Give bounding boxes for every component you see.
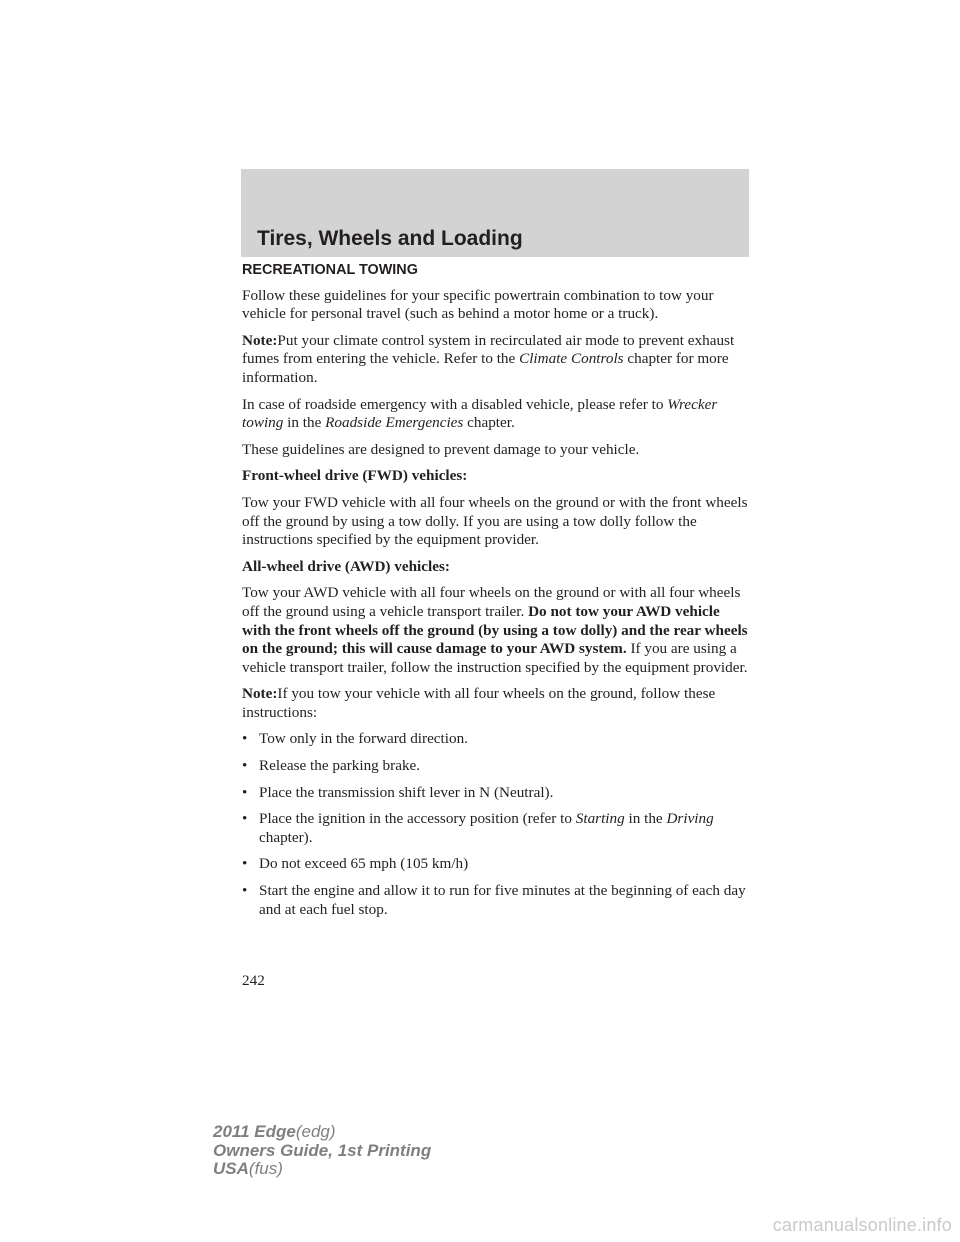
starting-reference: Starting — [575, 810, 625, 828]
list-item-text-end: chapter). — [259, 828, 313, 846]
climate-controls-reference: Climate Controls — [519, 350, 624, 368]
roadside-text-mid: in the — [283, 414, 326, 432]
note-text: If you tow your vehicle with all four wheels on the ground, follow these instructions: — [242, 685, 716, 721]
guidelines-paragraph: These guidelines are designed to prevent damage to your vehicle. — [242, 440, 640, 458]
footer-line-market — [213, 1160, 431, 1179]
list-item — [242, 882, 752, 919]
wrecker-towing-reference: Wrecker towing — [242, 395, 718, 432]
list-item-text: Place the ignition in the accessory position (refer to — [259, 810, 576, 828]
chapter-title: Tires, Wheels and Loading — [257, 227, 523, 250]
list-item-text: Start the engine and allow it to run for five minutes at the beginning of each day and at each fuel stop. — [259, 882, 746, 918]
bullet-icon: • — [242, 730, 248, 748]
bullet-icon: • — [242, 783, 248, 801]
list-item-text: Release the parking brake. — [259, 757, 421, 775]
awd-warning: Do not tow your AWD vehicle with the front wheels off the ground (by using a tow dolly) and the rear wheels on the ground; this will cause damage to your AWD system. — [242, 602, 748, 658]
list-item — [242, 784, 752, 803]
note-text: Put your climate control system in recirculated air mode to prevent exhaust fumes from entering the vehicle. Refer to the — [242, 331, 735, 368]
bullet-icon: • — [242, 810, 248, 828]
awd-text-end: If you are using a vehicle transport trailer, follow the instruction specified by the equipment provider. — [242, 640, 748, 676]
bullet-icon: • — [242, 855, 248, 873]
list-item — [242, 757, 752, 776]
bullet-icon: • — [242, 882, 248, 900]
fwd-paragraph: Tow your FWD vehicle with all four wheels on the ground or with the front wheels off the ground by using a tow dolly. If you are using a tow dolly follow the instructions specified by the equipment provider. — [242, 493, 748, 549]
roadside-emergencies-reference: Roadside Emergencies — [325, 414, 464, 432]
footer-model: 2011 Edge — [213, 1122, 296, 1141]
fwd-heading: Front-wheel drive (FWD) vehicles: — [242, 467, 468, 485]
page-content — [242, 261, 752, 927]
list-item-text: Place the transmission shift lever in N (Neutral). — [259, 783, 554, 801]
roadside-text-end: chapter. — [463, 414, 515, 432]
note-label: Note: — [242, 331, 278, 349]
awd-heading: All-wheel drive (AWD) vehicles: — [242, 557, 450, 575]
list-item-text-mid: in the — [624, 810, 667, 828]
awd-text: Tow your AWD vehicle with all four wheels on the ground or with all four wheels off the ground using a vehicle transport trailer. — [242, 584, 741, 620]
footer-line-guide — [213, 1142, 431, 1161]
section-title: RECREATIONAL TOWING — [242, 262, 418, 278]
list-item — [242, 855, 752, 874]
awd-paragraph — [242, 584, 752, 677]
chapter-header-band — [241, 169, 749, 257]
footer-line-model — [213, 1123, 431, 1142]
roadside-text: In case of roadside emergency with a disabled vehicle, please refer to — [242, 395, 668, 413]
site-watermark: carmanualsonline.info — [772, 1215, 952, 1235]
note-label: Note: — [242, 685, 278, 703]
climate-note-paragraph — [242, 332, 752, 388]
list-item — [242, 730, 752, 749]
roadside-paragraph — [242, 396, 752, 433]
tow-note-paragraph — [242, 685, 752, 722]
print-footer — [213, 1123, 431, 1179]
note-text-end: chapter for more information. — [242, 350, 729, 386]
list-item-text: Tow only in the forward direction. — [259, 730, 468, 748]
footer-market: USA — [213, 1159, 249, 1178]
bullet-icon: • — [242, 757, 248, 775]
driving-reference: Driving — [666, 810, 714, 828]
list-item — [242, 810, 752, 847]
footer-guide: Owners Guide, 1st Printing — [213, 1140, 432, 1160]
page-number: 242 — [242, 972, 265, 989]
footer-market-code: (fus) — [248, 1159, 283, 1178]
intro-paragraph: Follow these guidelines for your specific powertrain combination to tow your vehicle for personal travel (such as behind a motor home or a truck). — [242, 286, 714, 323]
footer-model-code: (edg) — [295, 1122, 336, 1141]
list-item-text: Do not exceed 65 mph (105 km/h) — [259, 855, 469, 873]
